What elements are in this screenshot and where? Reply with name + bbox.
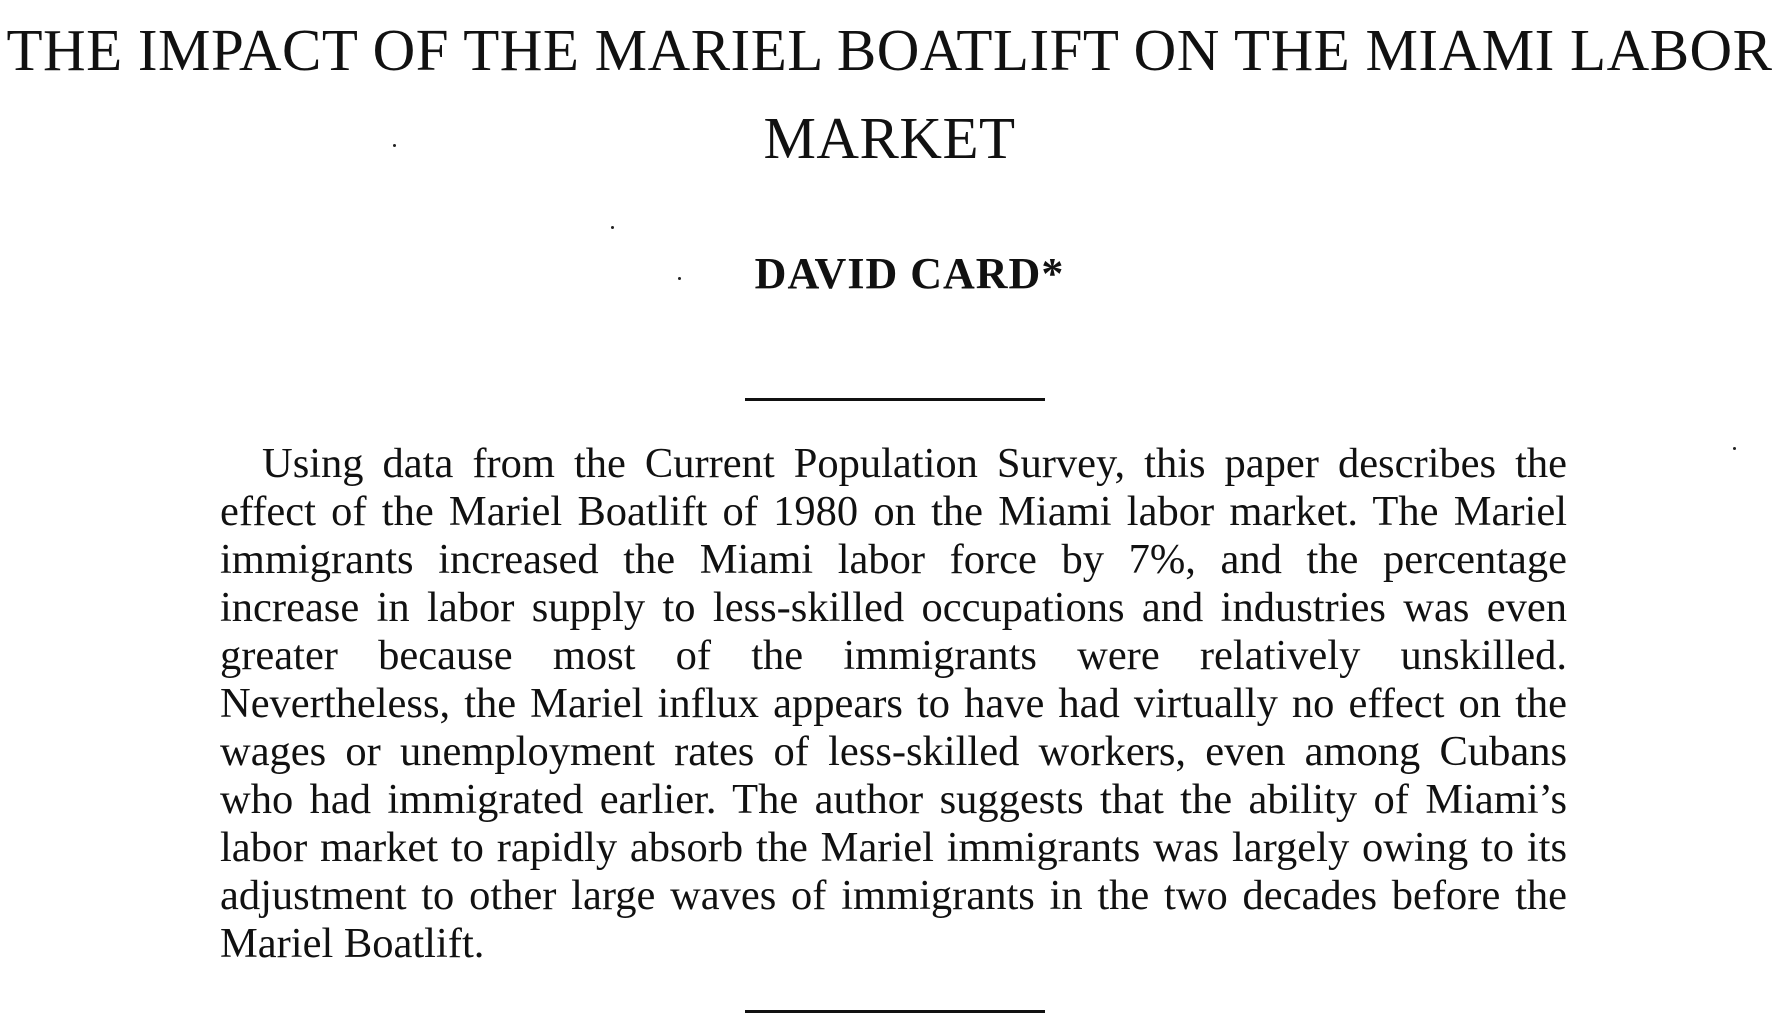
bottom-divider [745, 1010, 1045, 1013]
scan-speck [393, 144, 396, 147]
abstract-text: Using data from the Current Population Survey, this paper describes the effect of the Mariel Boatlift of 1980 on the Miami labor market. The Mariel immigrants increased the Miami labor force by 7%, and the percentage increase in labor supply to less-skilled occupations and industries was even greater because most of the immigrants were relatively unskilled. Nevertheless, the Mariel influx appears to have had virtually no effect on the wages or unemployment rates of less-skilled workers, even among Cubans who had immigrated earlier. The author suggests that the ability of Miami’s labor market to rapidly absorb the Mariel immigrants was largely owing to its adjustment to other large waves of immigrants in the two decades before the Mariel Boatlift. [220, 440, 1567, 967]
paper-author: DAVID CARD* [754, 249, 1065, 298]
top-divider [745, 398, 1045, 401]
scan-speck [611, 226, 614, 229]
paper-title: THE IMPACT OF THE MARIEL BOATLIFT ON THE MIAMI LABOR MARKET [6, 17, 1773, 171]
scan-speck [1733, 447, 1736, 450]
